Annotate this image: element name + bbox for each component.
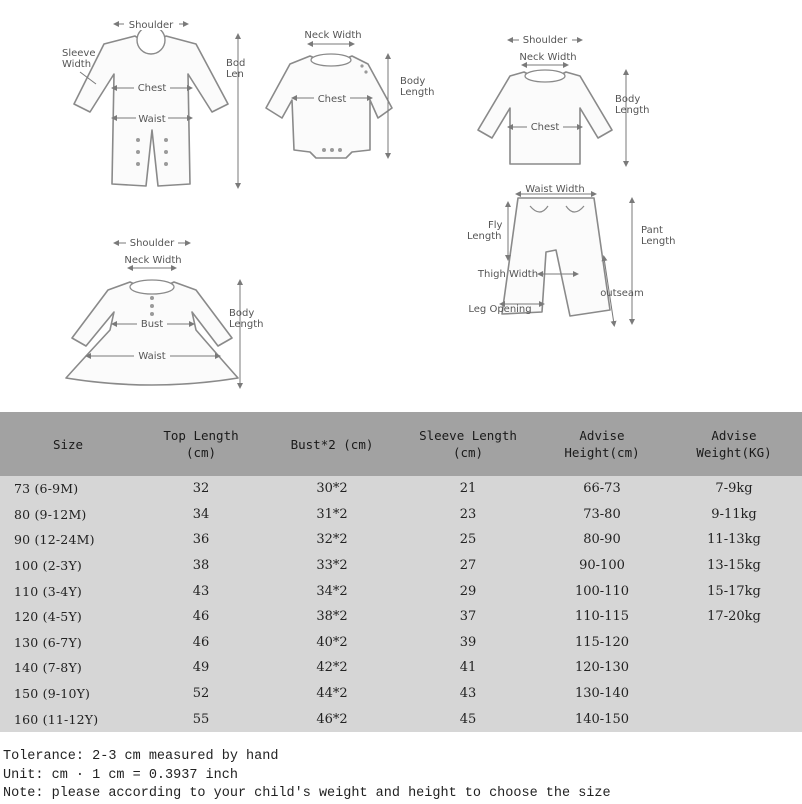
height-cell: 100-110 (574, 583, 630, 599)
bust-cell: 33*2 (316, 558, 348, 574)
dress-bust-label: Bust (140, 319, 164, 330)
svg-text:Len: Len (226, 69, 244, 80)
height-cell: 110-115 (574, 609, 630, 625)
svg-text:Length: Length (641, 236, 676, 247)
svg-text:Sleeve: Sleeve (62, 48, 96, 59)
pants-fly-length-label: Fly (488, 220, 503, 231)
weight-cell: 17-20kg (707, 609, 761, 625)
table-row (0, 527, 802, 553)
sleeve-length-cell: 41 (459, 660, 477, 676)
dress-body-length-label: Body (229, 308, 255, 319)
height-cell: 73-80 (583, 506, 621, 522)
top-length-cell: 38 (192, 558, 210, 574)
svg-text:Length: Length (467, 231, 502, 242)
bust-cell: 34*2 (316, 583, 348, 599)
table-header (0, 412, 802, 476)
pants-thigh-width-label: Thigh Width (477, 269, 539, 280)
sleeve-length-cell: 37 (459, 609, 477, 625)
sweater-body-length-label: Body (615, 94, 641, 105)
header-advise-weight: Advise Weight(KG) (696, 428, 772, 460)
svg-text:Length: Length (400, 87, 435, 98)
top-length-cell: 32 (192, 481, 210, 497)
unit-note: Unit: cm · 1 cm = 0.3937 inch (3, 767, 238, 783)
table-row (0, 604, 802, 630)
pants-diagram (467, 184, 676, 324)
romper-waist-label: Waist (138, 114, 166, 125)
bust-cell: 32*2 (316, 532, 348, 548)
sleeve-length-cell: 39 (459, 634, 477, 650)
table-row (0, 706, 802, 732)
top-length-cell: 43 (192, 583, 210, 599)
top-length-cell: 52 (192, 686, 210, 702)
size-cell: 160 (11-12Y) (14, 711, 99, 727)
weight-cell: 7-9kg (715, 481, 753, 497)
sleeve-length-cell: 45 (459, 711, 477, 727)
table-row (0, 630, 802, 656)
sleeve-length-cell: 29 (459, 583, 477, 599)
dress-neck-width-label: Neck Width (124, 255, 182, 266)
weight-cell: 15-17kg (707, 583, 761, 599)
height-cell: 115-120 (574, 634, 630, 650)
weight-cell: 13-15kg (707, 558, 761, 574)
romper-body-length-label: Bod (226, 58, 246, 69)
romper-shoulder-label: Shoulder (128, 20, 174, 31)
bust-cell: 44*2 (316, 686, 348, 702)
size-table (0, 412, 802, 732)
size-cell: 150 (9-10Y) (14, 686, 91, 702)
sleeve-length-cell: 27 (459, 558, 477, 574)
header-top-length: Top Length (cm) (163, 428, 239, 460)
bodysuit-diagram (266, 30, 435, 158)
svg-text:Length: Length (615, 105, 650, 116)
top-length-cell: 55 (192, 711, 210, 727)
size-cell: 130 (6-7Y) (14, 634, 82, 650)
size-cell: 80 (9-12M) (14, 506, 87, 522)
weight-cell (666, 681, 802, 707)
size-cell: 140 (7-8Y) (14, 660, 82, 676)
sleeve-length-cell: 25 (459, 532, 477, 548)
dress-shoulder-label: Shoulder (129, 238, 175, 249)
bodysuit-neck-width-label: Neck Width (304, 30, 362, 41)
pants-waist-width-label: Waist Width (525, 184, 585, 195)
romper-diagram (62, 17, 245, 186)
romper-chest-label: Chest (137, 83, 167, 94)
svg-text:Width: Width (62, 59, 92, 70)
table-row (0, 578, 802, 604)
size-cell: 100 (2-3Y) (14, 558, 82, 574)
weight-cell: 11-13kg (707, 532, 761, 548)
height-cell: 130-140 (574, 686, 630, 702)
svg-text:Length: Length (229, 319, 264, 330)
header-bust: Bust*2 (cm) (290, 436, 374, 452)
sweater-shoulder-label: Shoulder (522, 35, 568, 46)
height-cell: 140-150 (574, 711, 630, 727)
size-cell: 110 (3-4Y) (14, 583, 82, 599)
bust-cell: 38*2 (316, 609, 348, 625)
top-length-cell: 46 (192, 609, 210, 625)
size-cell: 120 (4-5Y) (14, 609, 82, 625)
height-cell: 80-90 (583, 532, 621, 548)
top-length-cell: 36 (192, 532, 210, 548)
dress-diagram (66, 236, 264, 386)
table-row (0, 476, 802, 502)
top-length-cell: 49 (192, 660, 210, 676)
dress-waist-label: Waist (138, 351, 166, 362)
height-cell: 120-130 (574, 660, 630, 676)
sweater-diagram (478, 33, 650, 164)
pants-pant-length-label: Pant (641, 225, 663, 236)
bust-cell: 30*2 (316, 481, 348, 497)
bodysuit-body-length-label: Body (400, 76, 426, 87)
sleeve-length-cell: 21 (459, 481, 477, 497)
bust-cell: 40*2 (316, 634, 348, 650)
top-length-cell: 34 (192, 506, 210, 522)
height-cell: 66-73 (583, 481, 621, 497)
sweater-chest-label: Chest (530, 122, 560, 133)
header-sleeve-length: Sleeve Length (cm) (419, 428, 517, 460)
top-length-cell: 46 (192, 634, 210, 650)
pants-outseam-label: outseam (600, 288, 644, 299)
sweater-neck-width-label: Neck Width (519, 52, 577, 63)
sleeve-length-cell: 23 (459, 506, 477, 522)
header-size: Size (52, 436, 84, 452)
size-notes (3, 748, 799, 804)
table-row (0, 681, 802, 707)
height-cell: 90-100 (579, 558, 625, 574)
header-advise-height: Advise Height(cm) (564, 428, 640, 460)
bust-cell: 31*2 (316, 506, 348, 522)
weight-cell (666, 706, 802, 732)
choose-size-note: Note: please according to your child's weight and height to choose the size (3, 786, 611, 801)
table-row (0, 553, 802, 579)
bodysuit-chest-label: Chest (317, 94, 347, 105)
weight-cell (666, 655, 802, 681)
weight-cell: 9-11kg (711, 506, 757, 522)
size-cell: 73 (6-9M) (14, 481, 79, 497)
pants-leg-opening-label: Leg Opening (468, 304, 532, 315)
sleeve-length-cell: 43 (459, 686, 477, 702)
bust-cell: 42*2 (316, 660, 348, 676)
size-cell: 90 (12-24M) (14, 532, 95, 548)
table-row (0, 655, 802, 681)
weight-cell (666, 630, 802, 656)
tolerance-note: Tolerance: 2-3 cm measured by hand (3, 749, 279, 764)
bust-cell: 46*2 (316, 711, 348, 727)
table-row (0, 502, 802, 528)
